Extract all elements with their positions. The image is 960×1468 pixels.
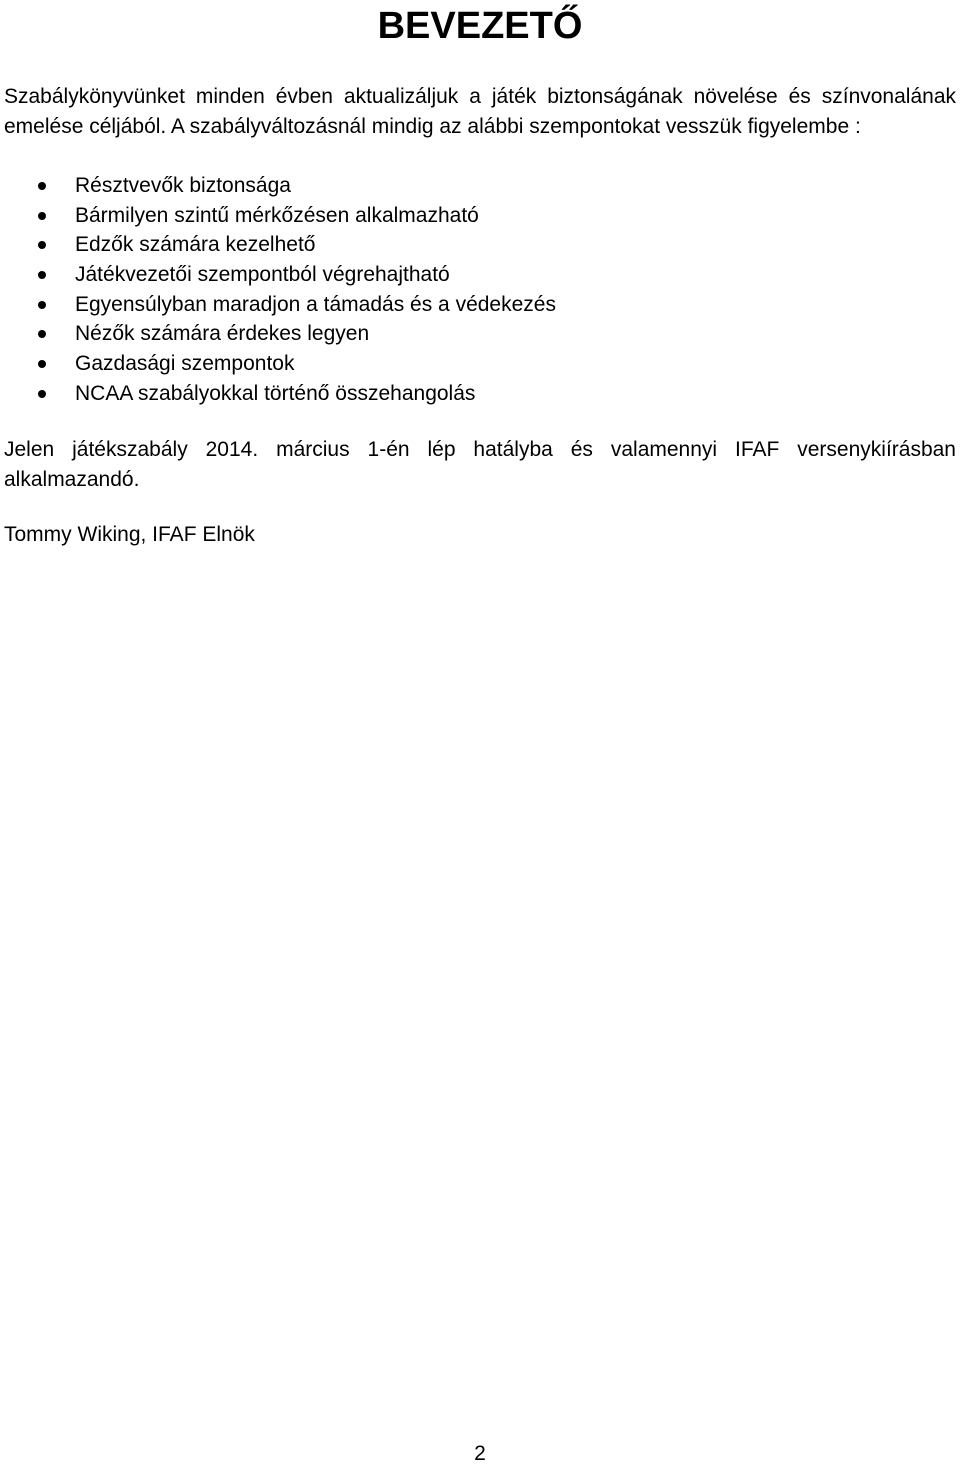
bullet-icon	[38, 390, 46, 398]
list-item	[0, 230, 940, 260]
list-item	[0, 349, 940, 379]
list-item-text: Nézők számára érdekes legyen	[75, 322, 370, 346]
intro-paragraph: Szabálykönyvünket minden évben aktualizáljuk a játék biztonságának növelése és színvonalának emelése céljából. A szabályváltozásnál mindig az alábbi szempontokat vesszük figyelembe :	[4, 85, 956, 138]
bullet-icon	[38, 182, 46, 190]
bullet-icon	[38, 241, 46, 249]
bullet-icon	[38, 301, 46, 309]
list-item-text: NCAA szabályokkal történő összehangolás	[75, 381, 476, 405]
list-item	[0, 260, 940, 290]
list-item-text: Bármilyen szintű mérkőzésen alkalmazható	[75, 203, 479, 227]
list-item	[0, 379, 940, 409]
list-item-text: Edzők számára kezelhető	[75, 233, 316, 257]
criteria-list	[0, 171, 940, 409]
page-number: 2	[474, 1442, 486, 1465]
effective-date-paragraph: Jelen játékszabály 2014. március 1-én lép hatályba és valamennyi IFAF versenykiírásban alkalmazandó.	[4, 438, 956, 491]
list-item-text: Résztvevők biztonsága	[75, 174, 291, 197]
page-title: BEVEZETŐ	[377, 5, 583, 47]
list-item-text: Játékvezetői szempontból végrehajtható	[75, 263, 450, 287]
bullet-icon	[38, 271, 46, 279]
list-item-text: Gazdasági szempontok	[75, 352, 295, 376]
list-item	[0, 290, 940, 320]
bullet-icon	[38, 360, 46, 368]
list-item-text: Egyensúlyban maradjon a támadás és a védekezés	[75, 292, 556, 316]
list-item	[0, 319, 940, 349]
list-item	[0, 171, 940, 201]
list-item	[0, 201, 940, 231]
bullet-icon	[38, 330, 46, 338]
bullet-icon	[38, 212, 46, 220]
signature-line: Tommy Wiking, IFAF Elnök	[4, 523, 255, 546]
